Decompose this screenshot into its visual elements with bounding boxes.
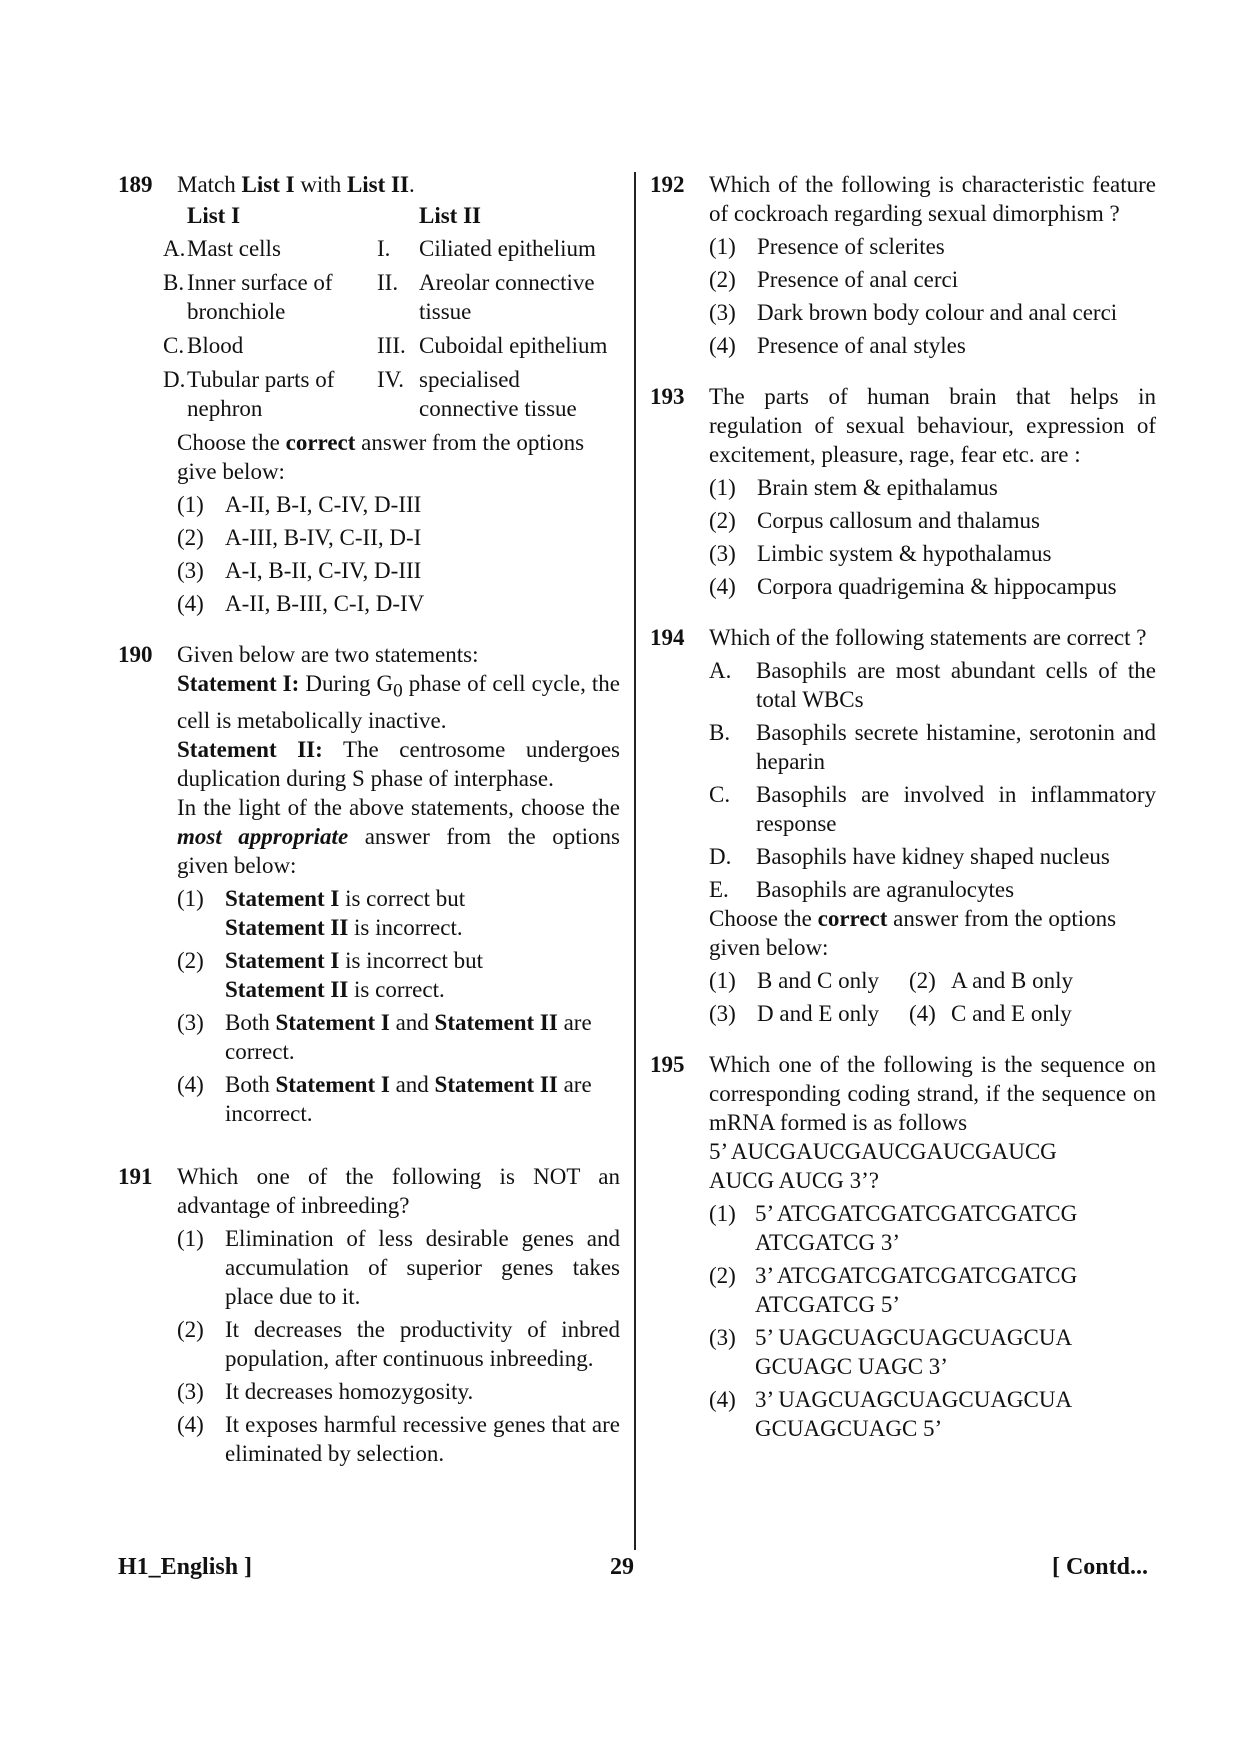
statement-item: E. Basophils are agranulocytes bbox=[709, 877, 1015, 902]
footer-paper-code: H1_English ] bbox=[118, 1554, 253, 1580]
statement-item: A. Basophils are most abundant cells of the total WBCs bbox=[709, 658, 1156, 712]
table-row: B. Inner surface of bronchiole II. Areolar connective tissue bbox=[163, 270, 595, 324]
question-192 bbox=[650, 170, 1156, 360]
option-1[interactable]: (1) Statement I is correct but Statement II is incorrect. bbox=[177, 885, 466, 940]
statement-item: C. Basophils are involved in inflammatory response bbox=[709, 782, 1156, 836]
statement-i: Statement I: During $G_0$ phase of cell cycle, the cell is metabolically inactive. bbox=[177, 671, 620, 733]
option-2[interactable]: (2) A and B only bbox=[909, 968, 1074, 993]
statement-ii: Statement II: The centrosome undergoes duplication during S phase of interphase. bbox=[177, 736, 620, 791]
list-i-header: List I bbox=[187, 203, 241, 228]
option-2[interactable]: (2) Corpus callosum and thalamus bbox=[709, 508, 1040, 533]
option-3[interactable]: (3) D and E only bbox=[709, 1001, 880, 1026]
option-4[interactable]: (4) Both Statement I and Statement II are incorrect. bbox=[177, 1071, 592, 1126]
question-number: 193 bbox=[650, 384, 685, 409]
option-2[interactable]: (2) 3’ ATCGATCGATCGATCGATCG ATCGATCG 5’ bbox=[709, 1263, 1078, 1317]
option-4[interactable]: (4) Presence of anal styles bbox=[709, 333, 966, 358]
question-number: 192 bbox=[650, 172, 685, 197]
option-1[interactable]: (1) Presence of sclerites bbox=[709, 234, 945, 259]
question-stem: Given below are two statements: bbox=[177, 642, 479, 667]
footer-page-number: 29 bbox=[610, 1554, 634, 1580]
question-stem: Which one of the following is NOT an advantage of inbreeding? bbox=[177, 1163, 620, 1218]
option-3[interactable]: (3) Both Statement I and Statement II are correct. bbox=[177, 1009, 592, 1064]
question-190 bbox=[118, 640, 620, 1128]
question-194 bbox=[650, 623, 1156, 1028]
question-number: 189 bbox=[118, 172, 153, 197]
choose-instruction: Choose the correct answer from the options given below: bbox=[709, 906, 1117, 960]
option-2[interactable]: (2) Statement I is incorrect but Statement II is correct. bbox=[177, 947, 484, 1002]
match-table bbox=[163, 201, 620, 426]
question-number: 190 bbox=[118, 642, 153, 667]
column-divider bbox=[634, 172, 636, 1550]
table-row: C. Blood III. Cuboidal epithelium bbox=[163, 333, 608, 358]
left-column bbox=[118, 170, 620, 1468]
question-stem: Which of the following is characteristic feature of cockroach regarding sexual dimorphism ? bbox=[709, 172, 1156, 226]
statement-item: B. Basophils secrete histamine, serotonin and heparin bbox=[709, 720, 1156, 774]
question-number: 191 bbox=[118, 1163, 153, 1189]
question-number: 194 bbox=[650, 625, 685, 650]
statement-item: D. Basophils have kidney shaped nucleus bbox=[709, 844, 1110, 869]
option-2[interactable]: (2) It decreases the productivity of inbred population, after continuous inbreeding. bbox=[177, 1316, 620, 1371]
table-row: D. Tubular parts of nephron IV. specialised connective tissue bbox=[163, 367, 577, 421]
question-stem: Which one of the following is the sequence on corresponding coding strand, if the sequence on mRNA formed is as follows bbox=[709, 1052, 1156, 1135]
option-3[interactable]: (3) A-I, B-II, C-IV, D-III bbox=[177, 558, 422, 583]
option-3[interactable]: (3) It decreases homozygosity. bbox=[177, 1378, 474, 1404]
question-193 bbox=[650, 382, 1156, 601]
option-1[interactable]: (1) B and C only bbox=[709, 968, 880, 993]
question-stem: Which of the following statements are correct ? bbox=[709, 625, 1147, 650]
question-stem: The parts of human brain that helps in regulation of sexual behaviour, expression of excitement, pleasure, rage, fear etc. are : bbox=[709, 384, 1156, 467]
option-2[interactable]: (2) Presence of anal cerci bbox=[709, 267, 959, 292]
choose-instruction: In the light of the above statements, choose the most appropriate answer from the options given below: bbox=[177, 794, 620, 878]
question-191 bbox=[118, 1162, 620, 1468]
option-3[interactable]: (3) 5’ UAGCUAGCUAGCUAGCUA GCUAGC UAGC 3’ bbox=[709, 1325, 1073, 1379]
option-4[interactable]: (4) It exposes harmful recessive genes that are eliminated by selection. bbox=[177, 1411, 620, 1466]
option-3[interactable]: (3) Dark brown body colour and anal cerci bbox=[709, 300, 1118, 325]
right-column bbox=[650, 170, 1156, 1443]
option-1[interactable]: (1) 5’ ATCGATCGATCGATCGATCG ATCGATCG 3’ bbox=[709, 1201, 1078, 1255]
question-number: 195 bbox=[650, 1052, 685, 1077]
option-2[interactable]: (2) A-III, B-IV, C-II, D-I bbox=[177, 525, 422, 550]
option-3[interactable]: (3) Limbic system & hypothalamus bbox=[709, 541, 1052, 566]
footer-contd: [ Contd... bbox=[1051, 1554, 1148, 1580]
mrna-sequence: 5’ AUCGAUCGAUCGAUCGAUCG AUCG AUCG 3’? bbox=[709, 1139, 1057, 1193]
question-195 bbox=[650, 1050, 1156, 1443]
option-4[interactable]: (4) A-II, B-III, C-I, D-IV bbox=[177, 591, 425, 616]
choose-instruction: Choose the correct answer from the options give below: bbox=[177, 430, 585, 484]
question-stem: Match List I with List II. bbox=[177, 172, 415, 197]
option-4[interactable]: (4) C and E only bbox=[909, 1001, 1072, 1026]
option-4[interactable]: (4) Corpora quadrigemina & hippocampus bbox=[709, 574, 1117, 599]
option-1[interactable]: (1) Elimination of less desirable genes and accumulation of superior genes takes place due to it. bbox=[177, 1225, 620, 1309]
option-4[interactable]: (4) 3’ UAGCUAGCUAGCUAGCUA GCUAGCUAGC 5’ bbox=[709, 1387, 1073, 1441]
option-1[interactable]: (1) Brain stem & epithalamus bbox=[709, 475, 998, 500]
question-189 bbox=[118, 170, 620, 618]
table-row: A. Mast cells I. Ciliated epithelium bbox=[163, 236, 596, 261]
option-1[interactable]: (1) A-II, B-I, C-IV, D-III bbox=[177, 492, 422, 517]
list-ii-header: List II bbox=[419, 203, 481, 228]
